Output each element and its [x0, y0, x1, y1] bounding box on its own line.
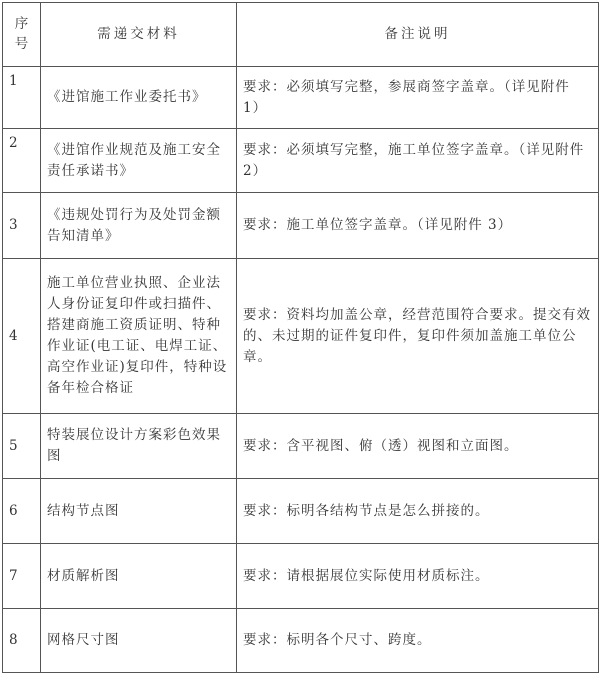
row-number: 5	[3, 414, 41, 479]
table-row	[3, 609, 599, 673]
table-row	[3, 67, 599, 129]
table-row	[3, 259, 599, 414]
row-remark: 要求：标明各结构节点是怎么拼接的。	[237, 479, 599, 544]
table-row	[3, 479, 599, 544]
row-remark: 要求：资料均加盖公章，经营范围符合要求。提交有效的、未过期的证件复印件，复印件须加盖施工单位公章。	[237, 259, 599, 414]
table-header-row	[3, 3, 599, 67]
row-remark: 要求：标明各个尺寸、跨度。	[237, 609, 599, 673]
row-number: 7	[3, 544, 41, 609]
submission-materials-table	[2, 2, 599, 673]
row-material: 施工单位营业执照、企业法人身份证复印件或扫描件、搭建商施工资质证明、特种作业证(电工证、电焊工证、高空作业证)复印件，特种设备年检合格证	[41, 259, 237, 414]
table-row	[3, 414, 599, 479]
row-number: 1	[3, 67, 41, 129]
row-material: 《违规处罚行为及处罚金额告知清单》	[41, 193, 237, 259]
table-row	[3, 129, 599, 193]
row-material: 材质解析图	[41, 544, 237, 609]
table-row	[3, 544, 599, 609]
row-remark: 要求：含平视图、俯（透）视图和立面图。	[237, 414, 599, 479]
table-row	[3, 193, 599, 259]
row-material: 《进馆施工作业委托书》	[41, 67, 237, 129]
row-number: 6	[3, 479, 41, 544]
row-remark: 要求：施工单位签字盖章。（详见附件 3）	[237, 193, 599, 259]
row-number: 8	[3, 609, 41, 673]
row-material: 《进馆作业规范及施工安全责任承诺书》	[41, 129, 237, 193]
row-number: 2	[3, 129, 41, 193]
row-remark: 要求：必须填写完整，参展商签字盖章。（详见附件 1）	[237, 67, 599, 129]
header-material: 需递交材料	[41, 3, 237, 67]
row-remark: 要求：请根据展位实际使用材质标注。	[237, 544, 599, 609]
row-number: 4	[3, 259, 41, 414]
row-number: 3	[3, 193, 41, 259]
header-seq: 序号	[3, 3, 41, 67]
row-material: 网格尺寸图	[41, 609, 237, 673]
header-remark: 备注说明	[237, 3, 599, 67]
row-material: 结构节点图	[41, 479, 237, 544]
row-remark: 要求：必须填写完整，施工单位签字盖章。（详见附件 2）	[237, 129, 599, 193]
row-material: 特装展位设计方案彩色效果图	[41, 414, 237, 479]
